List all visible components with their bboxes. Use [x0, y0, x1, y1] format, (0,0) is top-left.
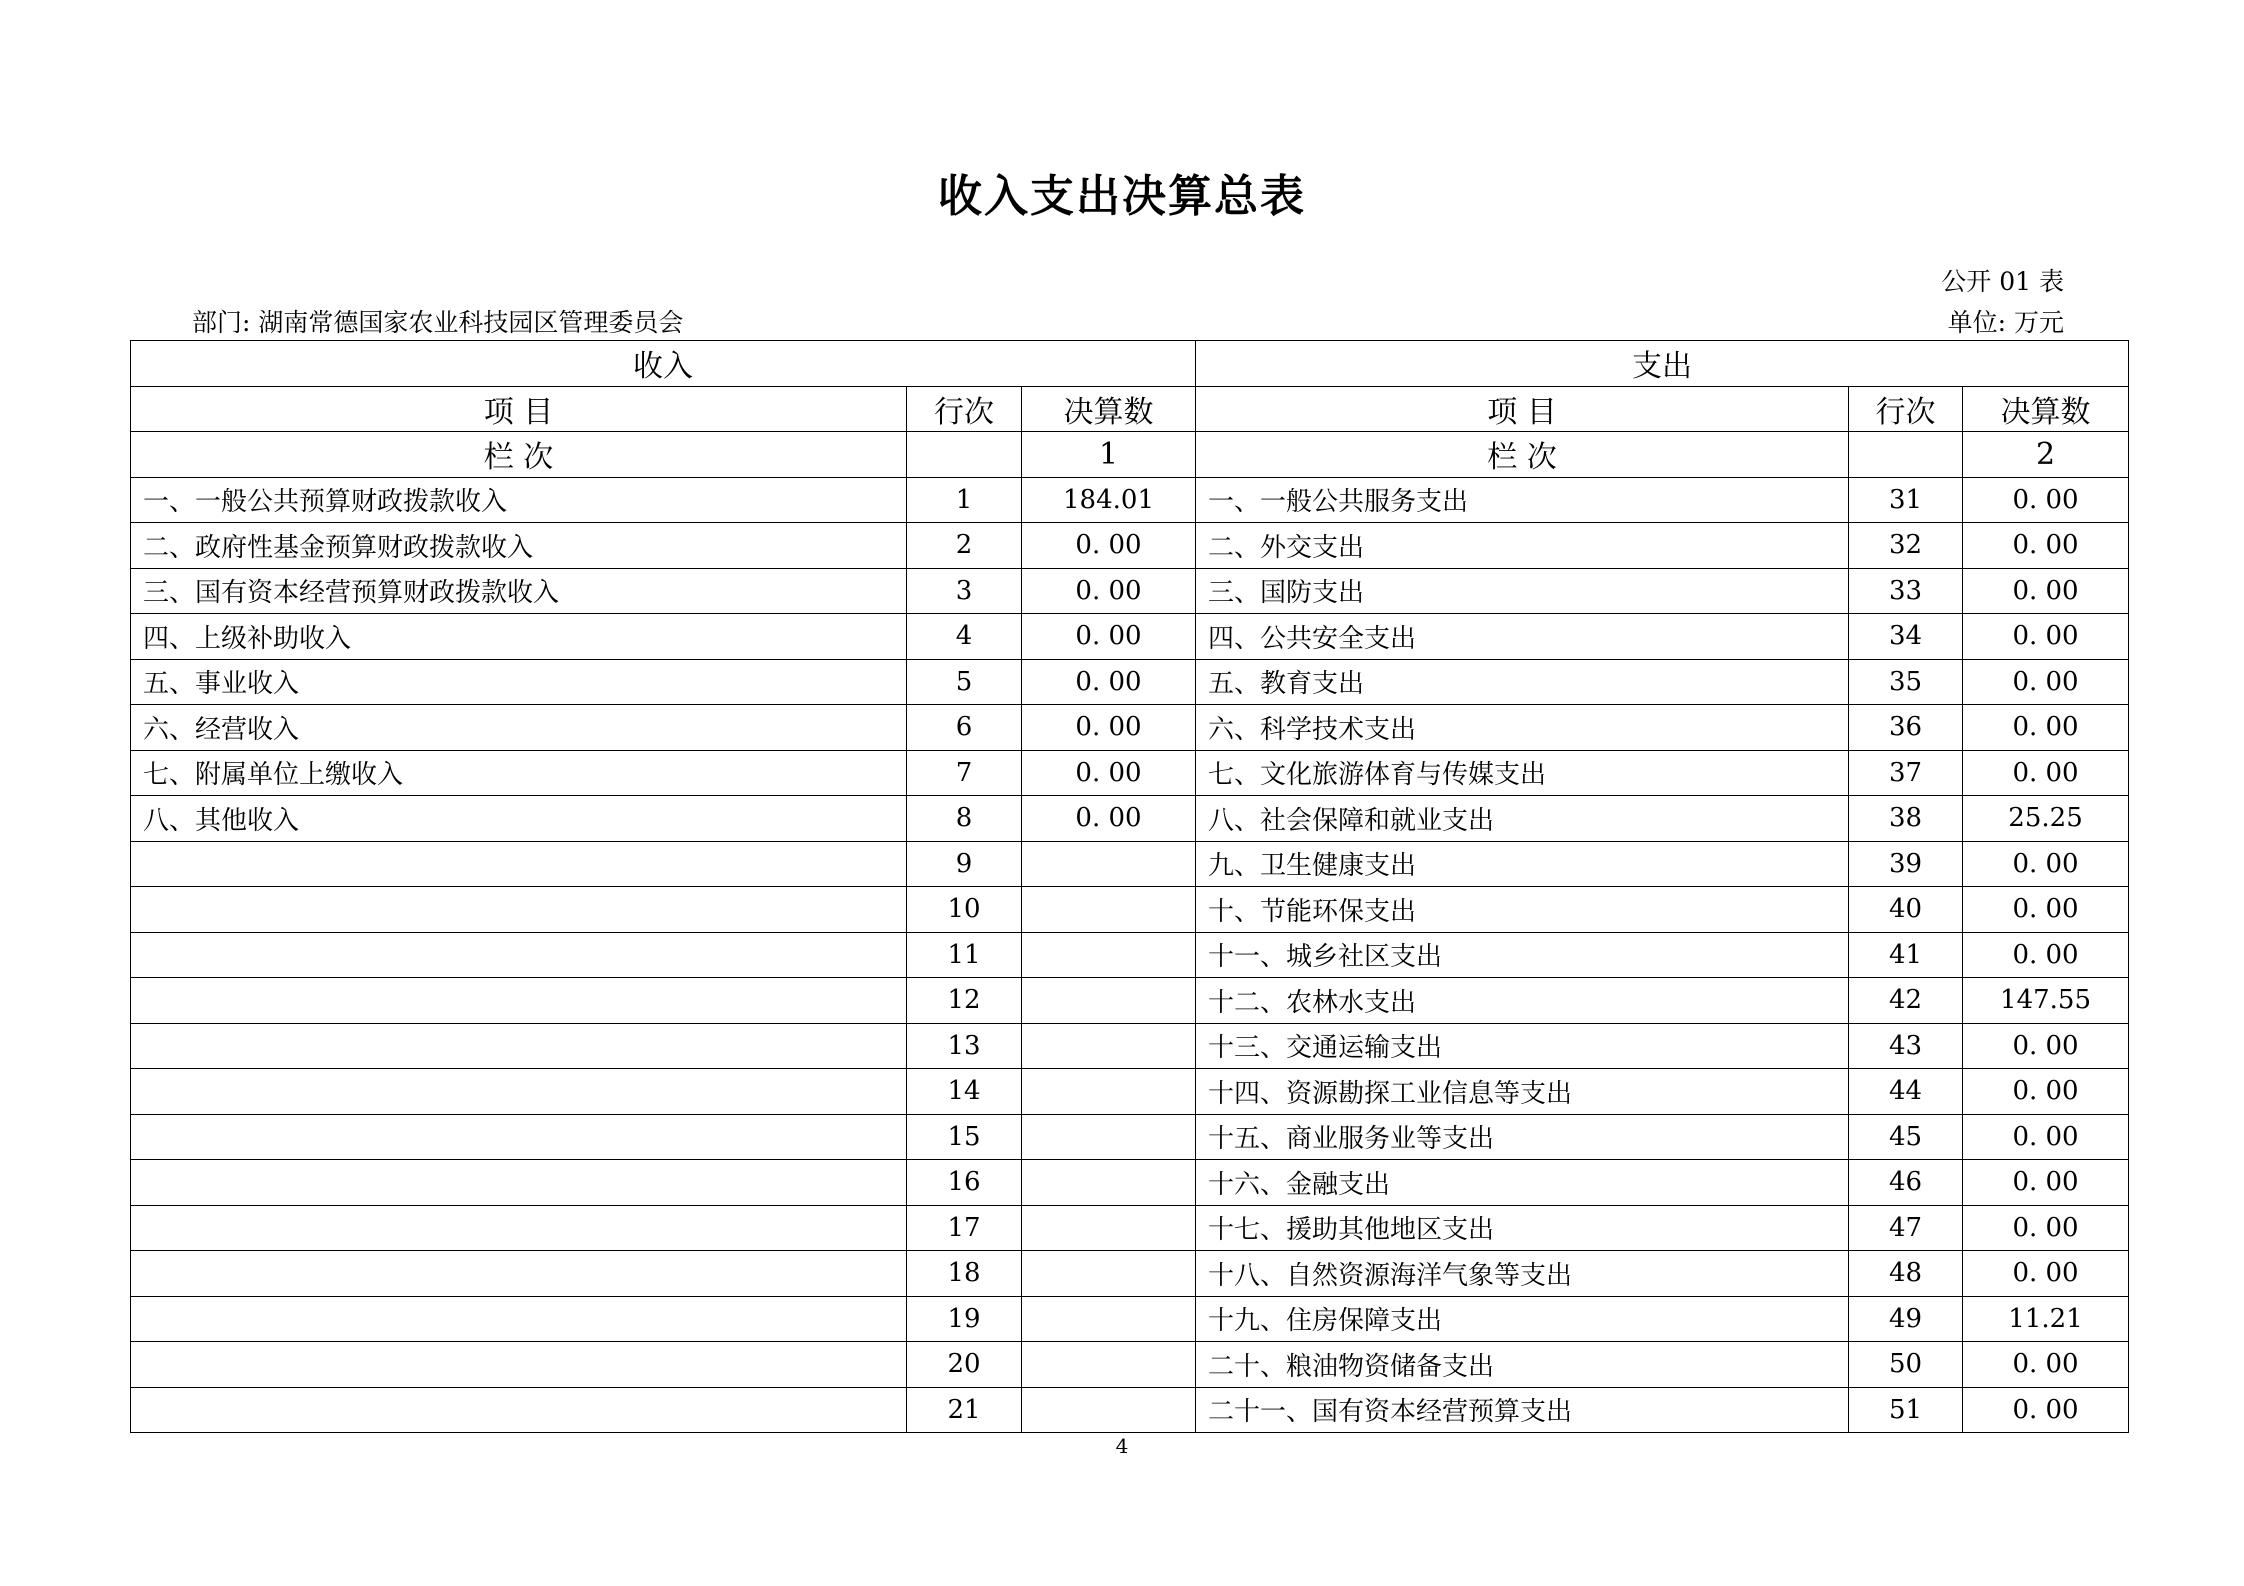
income-item [131, 978, 907, 1024]
expense-row-no: 33 [1849, 568, 1963, 614]
expense-item: 十三、交通运输支出 [1196, 1023, 1849, 1069]
income-column-number: 1 [1022, 432, 1196, 478]
income-item: 三、国有资本经营预算财政拨款收入 [131, 568, 907, 614]
income-amount [1022, 1205, 1196, 1251]
expense-amount: 0. 00 [1963, 887, 2129, 933]
expense-item: 十六、金融支出 [1196, 1160, 1849, 1206]
expense-amount: 0. 00 [1963, 523, 2129, 569]
income-item [131, 1387, 907, 1433]
income-amount [1022, 1251, 1196, 1297]
table-row [131, 523, 2129, 569]
income-amount: 184.01 [1022, 477, 1196, 523]
expense-item: 十一、城乡社区支出 [1196, 932, 1849, 978]
expense-row-no: 32 [1849, 523, 1963, 569]
expense-amount: 0. 00 [1963, 477, 2129, 523]
expense-row-no: 46 [1849, 1160, 1963, 1206]
expense-row-no: 42 [1849, 978, 1963, 1024]
income-row-no: 19 [907, 1296, 1022, 1342]
income-header: 收入 [131, 341, 1196, 387]
income-item: 五、事业收入 [131, 659, 907, 705]
expense-column-blank [1849, 432, 1963, 478]
table-row [131, 1205, 2129, 1251]
table-row [131, 841, 2129, 887]
income-row-no: 17 [907, 1205, 1022, 1251]
income-amount: 0. 00 [1022, 568, 1196, 614]
expense-amount: 0. 00 [1963, 659, 2129, 705]
expense-item: 二十、粮油物资储备支出 [1196, 1342, 1849, 1388]
income-item: 六、经营收入 [131, 705, 907, 751]
table-row [131, 477, 2129, 523]
table-row [131, 1251, 2129, 1297]
expense-row-no: 48 [1849, 1251, 1963, 1297]
expense-item: 二、外交支出 [1196, 523, 1849, 569]
income-row-no: 3 [907, 568, 1022, 614]
expense-header: 支出 [1196, 341, 2129, 387]
expense-row-no: 31 [1849, 477, 1963, 523]
income-row-no: 12 [907, 978, 1022, 1024]
income-amount: 0. 00 [1022, 750, 1196, 796]
income-row-no: 16 [907, 1160, 1022, 1206]
expense-row-no: 40 [1849, 887, 1963, 933]
expense-row-no-header: 行次 [1849, 386, 1963, 432]
expense-amount: 25.25 [1963, 796, 2129, 842]
expense-item: 十七、援助其他地区支出 [1196, 1205, 1849, 1251]
expense-row-no: 36 [1849, 705, 1963, 751]
income-item: 八、其他收入 [131, 796, 907, 842]
income-amount [1022, 1296, 1196, 1342]
expense-item: 十五、商业服务业等支出 [1196, 1114, 1849, 1160]
expense-row-no: 34 [1849, 614, 1963, 660]
expense-item: 十二、农林水支出 [1196, 978, 1849, 1024]
column-header-row [131, 386, 2129, 432]
income-item [131, 1296, 907, 1342]
budget-table [130, 340, 2129, 1433]
income-column-blank [907, 432, 1022, 478]
expense-item: 十、节能环保支出 [1196, 887, 1849, 933]
expense-amount: 0. 00 [1963, 1023, 2129, 1069]
income-row-no: 8 [907, 796, 1022, 842]
income-row-no: 9 [907, 841, 1022, 887]
income-row-no: 14 [907, 1069, 1022, 1115]
income-amount: 0. 00 [1022, 614, 1196, 660]
income-amount [1022, 978, 1196, 1024]
income-amount [1022, 932, 1196, 978]
table-row [131, 1342, 2129, 1388]
income-item: 四、上级补助收入 [131, 614, 907, 660]
income-amount: 0. 00 [1022, 796, 1196, 842]
income-row-no: 4 [907, 614, 1022, 660]
expense-row-no: 47 [1849, 1205, 1963, 1251]
expense-row-no: 50 [1849, 1342, 1963, 1388]
expense-row-no: 43 [1849, 1023, 1963, 1069]
income-amount [1022, 1114, 1196, 1160]
expense-row-no: 41 [1849, 932, 1963, 978]
table-row [131, 568, 2129, 614]
table-row [131, 1114, 2129, 1160]
income-item [131, 841, 907, 887]
table-row [131, 887, 2129, 933]
income-amount [1022, 887, 1196, 933]
income-row-no: 15 [907, 1114, 1022, 1160]
expense-row-no: 38 [1849, 796, 1963, 842]
page-number: 4 [1115, 1434, 1129, 1458]
table-row [131, 1023, 2129, 1069]
income-row-no: 10 [907, 887, 1022, 933]
expense-row-no: 49 [1849, 1296, 1963, 1342]
income-item: 七、附属单位上缴收入 [131, 750, 907, 796]
income-item-header: 项 目 [131, 386, 907, 432]
table-number: 公开 01 表 [1941, 267, 2064, 296]
income-amount: 0. 00 [1022, 659, 1196, 705]
income-item: 一、一般公共预算财政拨款收入 [131, 477, 907, 523]
table-row [131, 750, 2129, 796]
income-amount [1022, 1342, 1196, 1388]
income-row-no: 2 [907, 523, 1022, 569]
income-item: 二、政府性基金预算财政拨款收入 [131, 523, 907, 569]
page-title: 收入支出决算总表 [938, 171, 1306, 222]
income-item [131, 1069, 907, 1115]
expense-item: 七、文化旅游体育与传媒支出 [1196, 750, 1849, 796]
expense-item: 十四、资源勘探工业信息等支出 [1196, 1069, 1849, 1115]
income-amount [1022, 1069, 1196, 1115]
income-row-no: 7 [907, 750, 1022, 796]
income-row-no: 6 [907, 705, 1022, 751]
expense-column-number: 2 [1963, 432, 2129, 478]
expense-item: 一、一般公共服务支出 [1196, 477, 1849, 523]
expense-item-header: 项 目 [1196, 386, 1849, 432]
expense-row-no: 39 [1849, 841, 1963, 887]
income-amount [1022, 1160, 1196, 1206]
income-item [131, 1114, 907, 1160]
income-amount [1022, 841, 1196, 887]
expense-item: 十八、自然资源海洋气象等支出 [1196, 1251, 1849, 1297]
table-row [131, 1296, 2129, 1342]
expense-amount: 0. 00 [1963, 705, 2129, 751]
department-label: 部门: 湖南常德国家农业科技园区管理委员会 [192, 308, 684, 337]
income-row-no-header: 行次 [907, 386, 1022, 432]
income-row-no: 1 [907, 477, 1022, 523]
expense-row-no: 37 [1849, 750, 1963, 796]
expense-amount: 0. 00 [1963, 932, 2129, 978]
income-item [131, 1342, 907, 1388]
income-row-no: 18 [907, 1251, 1022, 1297]
expense-amount: 0. 00 [1963, 1114, 2129, 1160]
income-amount [1022, 1023, 1196, 1069]
expense-amount: 0. 00 [1963, 1342, 2129, 1388]
income-row-no: 5 [907, 659, 1022, 705]
income-amount [1022, 1387, 1196, 1433]
expense-item: 六、科学技术支出 [1196, 705, 1849, 751]
income-column-label: 栏 次 [131, 432, 907, 478]
table-row [131, 978, 2129, 1024]
section-header-row [131, 341, 2129, 387]
expense-column-label: 栏 次 [1196, 432, 1849, 478]
table-row [131, 1069, 2129, 1115]
expense-amount: 0. 00 [1963, 750, 2129, 796]
income-amount-header: 决算数 [1022, 386, 1196, 432]
column-number-row [131, 432, 2129, 478]
income-item [131, 1023, 907, 1069]
expense-amount: 0. 00 [1963, 1387, 2129, 1433]
table-row [131, 614, 2129, 660]
unit-label: 单位: 万元 [1947, 308, 2064, 337]
expense-amount: 0. 00 [1963, 614, 2129, 660]
expense-row-no: 35 [1849, 659, 1963, 705]
income-item [131, 1160, 907, 1206]
table-row [131, 932, 2129, 978]
expense-amount: 0. 00 [1963, 568, 2129, 614]
income-row-no: 21 [907, 1387, 1022, 1433]
expense-row-no: 51 [1849, 1387, 1963, 1433]
expense-row-no: 45 [1849, 1114, 1963, 1160]
expense-item: 九、卫生健康支出 [1196, 841, 1849, 887]
expense-item: 五、教育支出 [1196, 659, 1849, 705]
expense-amount: 11.21 [1963, 1296, 2129, 1342]
expense-item: 三、国防支出 [1196, 568, 1849, 614]
table-row [131, 1160, 2129, 1206]
expense-item: 二十一、国有资本经营预算支出 [1196, 1387, 1849, 1433]
income-row-no: 20 [907, 1342, 1022, 1388]
income-item [131, 932, 907, 978]
expense-amount: 0. 00 [1963, 1205, 2129, 1251]
expense-item: 八、社会保障和就业支出 [1196, 796, 1849, 842]
income-amount: 0. 00 [1022, 705, 1196, 751]
table-row [131, 705, 2129, 751]
expense-amount: 0. 00 [1963, 1160, 2129, 1206]
income-amount: 0. 00 [1022, 523, 1196, 569]
income-item [131, 1251, 907, 1297]
table-row [131, 659, 2129, 705]
expense-amount: 147.55 [1963, 978, 2129, 1024]
expense-item: 十九、住房保障支出 [1196, 1296, 1849, 1342]
expense-amount-header: 决算数 [1963, 386, 2129, 432]
table-row [131, 796, 2129, 842]
expense-item: 四、公共安全支出 [1196, 614, 1849, 660]
income-row-no: 13 [907, 1023, 1022, 1069]
income-item [131, 1205, 907, 1251]
income-item [131, 887, 907, 933]
income-row-no: 11 [907, 932, 1022, 978]
expense-amount: 0. 00 [1963, 841, 2129, 887]
table-row [131, 1387, 2129, 1433]
expense-amount: 0. 00 [1963, 1069, 2129, 1115]
expense-row-no: 44 [1849, 1069, 1963, 1115]
expense-amount: 0. 00 [1963, 1251, 2129, 1297]
